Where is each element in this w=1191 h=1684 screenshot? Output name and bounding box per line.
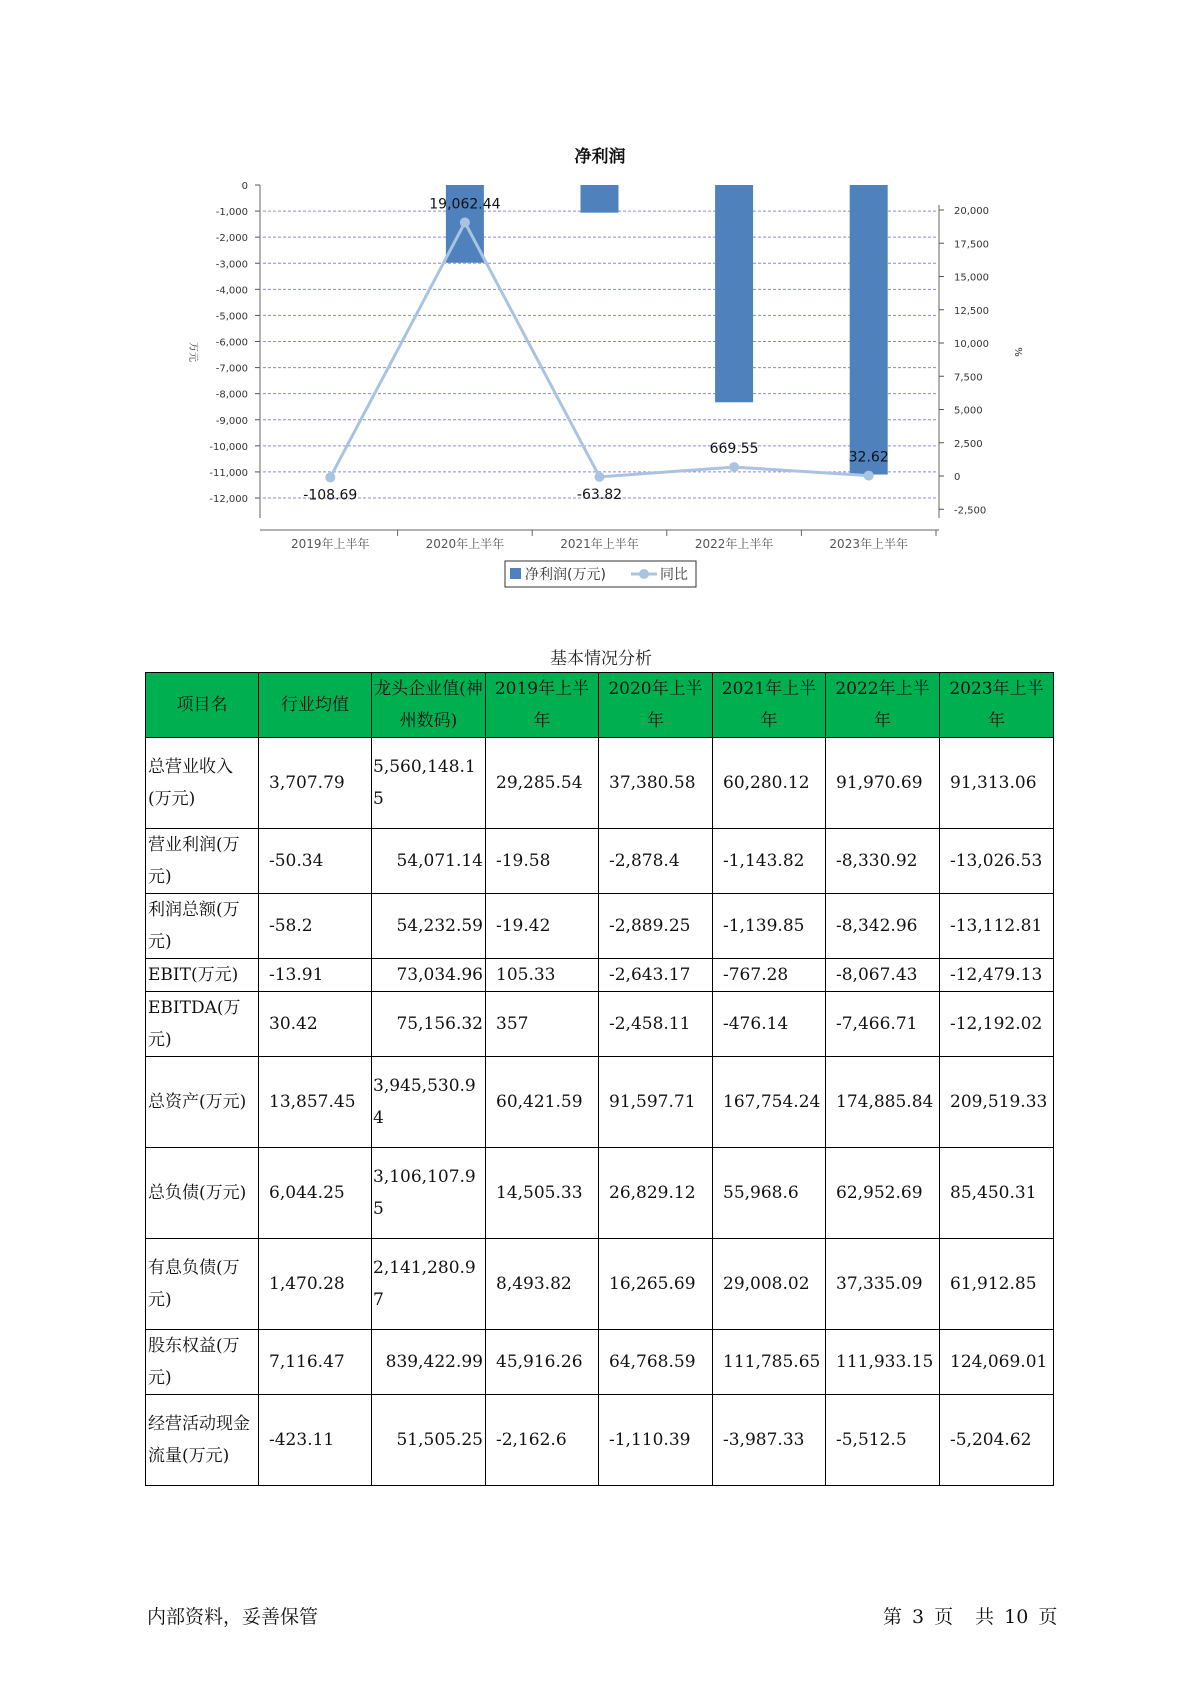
y-right-tick-label: 5,000: [954, 405, 983, 417]
table-cell: -19.58: [486, 829, 599, 894]
y-right-tick-label: 20,000: [954, 206, 989, 217]
table-row: [146, 959, 1054, 992]
row-label: EBITDA(万元): [146, 992, 259, 1057]
table-cell: -7,466.71: [826, 992, 940, 1057]
bar: [715, 185, 753, 402]
data-label: -63.82: [576, 486, 623, 503]
table-cell: -12,192.02: [940, 992, 1054, 1057]
data-label: -108.69: [303, 487, 358, 504]
table-cell: 91,970.69: [826, 738, 940, 829]
row-label: 总负债(万元): [146, 1148, 259, 1239]
legend-bar-swatch: [510, 568, 521, 579]
table-cell: 3,945,530.94: [372, 1057, 486, 1148]
table-cell: -13,112.81: [940, 894, 1054, 959]
data-label: 32.62: [848, 449, 889, 466]
table-cell: 16,265.69: [599, 1239, 713, 1330]
row-label: 营业利润(万元): [146, 829, 259, 894]
table-cell: 124,069.01: [940, 1330, 1054, 1395]
footer-confidential: 内部资料，妥善保管: [147, 1606, 319, 1628]
table-cell: 62,952.69: [826, 1148, 940, 1239]
table-cell: 29,008.02: [713, 1239, 826, 1330]
table-header-cell: 2023年上半年: [940, 673, 1054, 738]
table-cell: 3,106,107.95: [372, 1148, 486, 1239]
table-header-row: [146, 673, 1054, 738]
y-left-tick-label: -5,000: [215, 311, 248, 323]
y-right-tick-label: 2,500: [954, 438, 983, 450]
table-cell: 5,560,148.15: [372, 738, 486, 829]
y-right-tick-label: 12,500: [954, 305, 989, 317]
row-label: 经营活动现金流量(万元): [146, 1395, 259, 1486]
table-cell: -58.2: [259, 894, 372, 959]
table-cell: 51,505.25: [372, 1395, 486, 1486]
table-row: [146, 829, 1054, 894]
yoy-point: [325, 472, 335, 482]
y-left-tick-label: -6,000: [215, 337, 248, 349]
table-cell: 54,232.59: [372, 894, 486, 959]
table-cell: 111,785.65: [713, 1330, 826, 1395]
table-cell: 7,116.47: [259, 1330, 372, 1395]
yoy-point: [460, 217, 470, 227]
table-cell: -2,643.17: [599, 959, 713, 992]
table-cell: -8,342.96: [826, 894, 940, 959]
table-cell: -2,458.11: [599, 992, 713, 1057]
table-cell: 29,285.54: [486, 738, 599, 829]
table-cell: 54,071.14: [372, 829, 486, 894]
table-cell: -13,026.53: [940, 829, 1054, 894]
x-category-label: 2022年上半年: [694, 537, 774, 551]
table-header-cell: 2019年上半年: [486, 673, 599, 738]
table-cell: -1,110.39: [599, 1395, 713, 1486]
table-cell: -767.28: [713, 959, 826, 992]
y-left-tick-label: 0: [241, 181, 248, 192]
x-category-label: 2021年上半年: [560, 537, 639, 551]
row-label: 总资产(万元): [146, 1057, 259, 1148]
yoy-line: [330, 222, 868, 477]
row-label: 总营业收入(万元): [146, 738, 259, 829]
y-left-axis-label: 万元: [187, 342, 198, 362]
table-cell: -5,512.5: [826, 1395, 940, 1486]
table-caption: 基本情况分析: [550, 649, 652, 669]
table-cell: -19.42: [486, 894, 599, 959]
y-left-tick-label: -2,000: [215, 233, 248, 245]
table-cell: 839,422.99: [372, 1330, 486, 1395]
y-right-tick-label: 0: [954, 472, 961, 483]
table-cell: 55,968.6: [713, 1148, 826, 1239]
table-header-cell: 2020年上半年: [599, 673, 713, 738]
table-row: [146, 1395, 1054, 1486]
table-cell: 37,335.09: [826, 1239, 940, 1330]
row-label: 股东权益(万元): [146, 1330, 259, 1395]
footer-page-info: [883, 1602, 1067, 1629]
table-cell: 60,421.59: [486, 1057, 599, 1148]
table-header-cell: 项目名: [146, 673, 259, 738]
net-profit-chart: [0, 0, 1191, 600]
table-cell: -2,162.6: [486, 1395, 599, 1486]
table-cell: -1,139.85: [713, 894, 826, 959]
table-row: [146, 738, 1054, 829]
table-cell: -12,479.13: [940, 959, 1054, 992]
x-category-label: 2023年上半年: [829, 537, 908, 551]
y-left-tick-label: -8,000: [215, 389, 248, 401]
table-header-cell: 龙头企业值(神州数码): [372, 673, 486, 738]
table-header-cell: 2022年上半年: [826, 673, 940, 738]
basic-analysis-table: [145, 672, 1054, 1486]
page-prefix: 第: [883, 1606, 903, 1628]
table-cell: -2,878.4: [599, 829, 713, 894]
table-row: [146, 1057, 1054, 1148]
table-cell: 64,768.59: [599, 1330, 713, 1395]
table-cell: 37,380.58: [599, 738, 713, 829]
table-header-cell: 2021年上半年: [713, 673, 826, 738]
yoy-point: [729, 462, 739, 472]
table-cell: 91,597.71: [599, 1057, 713, 1148]
table-cell: 73,034.96: [372, 959, 486, 992]
table-cell: 14,505.33: [486, 1148, 599, 1239]
y-left-tick-label: -3,000: [215, 259, 248, 271]
y-left-tick-label: -1,000: [215, 207, 248, 219]
table-cell: 2,141,280.97: [372, 1239, 486, 1330]
table-cell: 61,912.85: [940, 1239, 1054, 1330]
table-cell: -5,204.62: [940, 1395, 1054, 1486]
table-header-cell: 行业均值: [259, 673, 372, 738]
table-cell: 85,450.31: [940, 1148, 1054, 1239]
table-cell: 1,470.28: [259, 1239, 372, 1330]
table-cell: 167,754.24: [713, 1057, 826, 1148]
y-left-tick-label: -4,000: [215, 285, 248, 297]
y-left-tick-label: -10,000: [209, 441, 248, 453]
table-cell: 209,519.33: [940, 1057, 1054, 1148]
legend-label-net-profit: 净利润(万元): [525, 567, 606, 583]
table-cell: 30.42: [259, 992, 372, 1057]
y-right-tick-label: 17,500: [954, 239, 989, 251]
table-cell: 357: [486, 992, 599, 1057]
table-cell: -8,330.92: [826, 829, 940, 894]
data-label: 19,062.44: [429, 196, 501, 213]
legend-label-yoy: 同比: [660, 567, 688, 583]
row-label: EBIT(万元): [146, 959, 259, 992]
table-cell: -476.14: [713, 992, 826, 1057]
table-cell: 111,933.15: [826, 1330, 940, 1395]
table-cell: -3,987.33: [713, 1395, 826, 1486]
table-cell: -423.11: [259, 1395, 372, 1486]
table-cell: 60,280.12: [713, 738, 826, 829]
y-left-tick-label: -11,000: [209, 467, 248, 479]
row-label: 利润总额(万元): [146, 894, 259, 959]
y-left-tick-label: -7,000: [215, 363, 248, 375]
total-prefix: 共: [975, 1606, 995, 1628]
chart-title: 净利润: [574, 147, 626, 167]
data-label: 669.55: [709, 441, 759, 458]
table-cell: -50.34: [259, 829, 372, 894]
table-cell: 3,707.79: [259, 738, 372, 829]
table-cell: -2,889.25: [599, 894, 713, 959]
legend-line-marker: [639, 569, 649, 579]
table-cell: 105.33: [486, 959, 599, 992]
table-cell: 91,313.06: [940, 738, 1054, 829]
y-right-tick-label: 7,500: [954, 372, 983, 384]
y-right-tick-label: 15,000: [954, 272, 989, 284]
table-cell: 75,156.32: [372, 992, 486, 1057]
page-number: 3: [912, 1606, 925, 1628]
table-cell: -13.91: [259, 959, 372, 992]
y-right-tick-label: 10,000: [954, 339, 989, 350]
row-label: 有息负债(万元): [146, 1239, 259, 1330]
table-row: [146, 1148, 1054, 1239]
y-left-tick-label: -12,000: [209, 494, 248, 505]
table-cell: 26,829.12: [599, 1148, 713, 1239]
table-row: [146, 992, 1054, 1057]
total-pages: 10: [1004, 1606, 1029, 1628]
bar: [581, 185, 619, 213]
table-row: [146, 1239, 1054, 1330]
bar: [850, 185, 888, 475]
x-category-label: 2019年上半年: [291, 537, 370, 551]
page-suffix: 页: [934, 1606, 954, 1628]
x-category-label: 2020年上半年: [425, 537, 505, 551]
table-row: [146, 894, 1054, 959]
table-cell: 45,916.26: [486, 1330, 599, 1395]
y-right-axis-label: %: [1012, 347, 1023, 357]
table-cell: 13,857.45: [259, 1057, 372, 1148]
table-row: [146, 1330, 1054, 1395]
total-suffix: 页: [1038, 1606, 1058, 1628]
y-right-tick-label: -2,500: [954, 505, 987, 517]
yoy-point: [595, 472, 605, 482]
yoy-point: [864, 471, 874, 481]
table-cell: -8,067.43: [826, 959, 940, 992]
table-cell: 8,493.82: [486, 1239, 599, 1330]
table-cell: 174,885.84: [826, 1057, 940, 1148]
y-left-tick-label: -9,000: [215, 415, 248, 427]
table-cell: -1,143.82: [713, 829, 826, 894]
table-cell: 6,044.25: [259, 1148, 372, 1239]
